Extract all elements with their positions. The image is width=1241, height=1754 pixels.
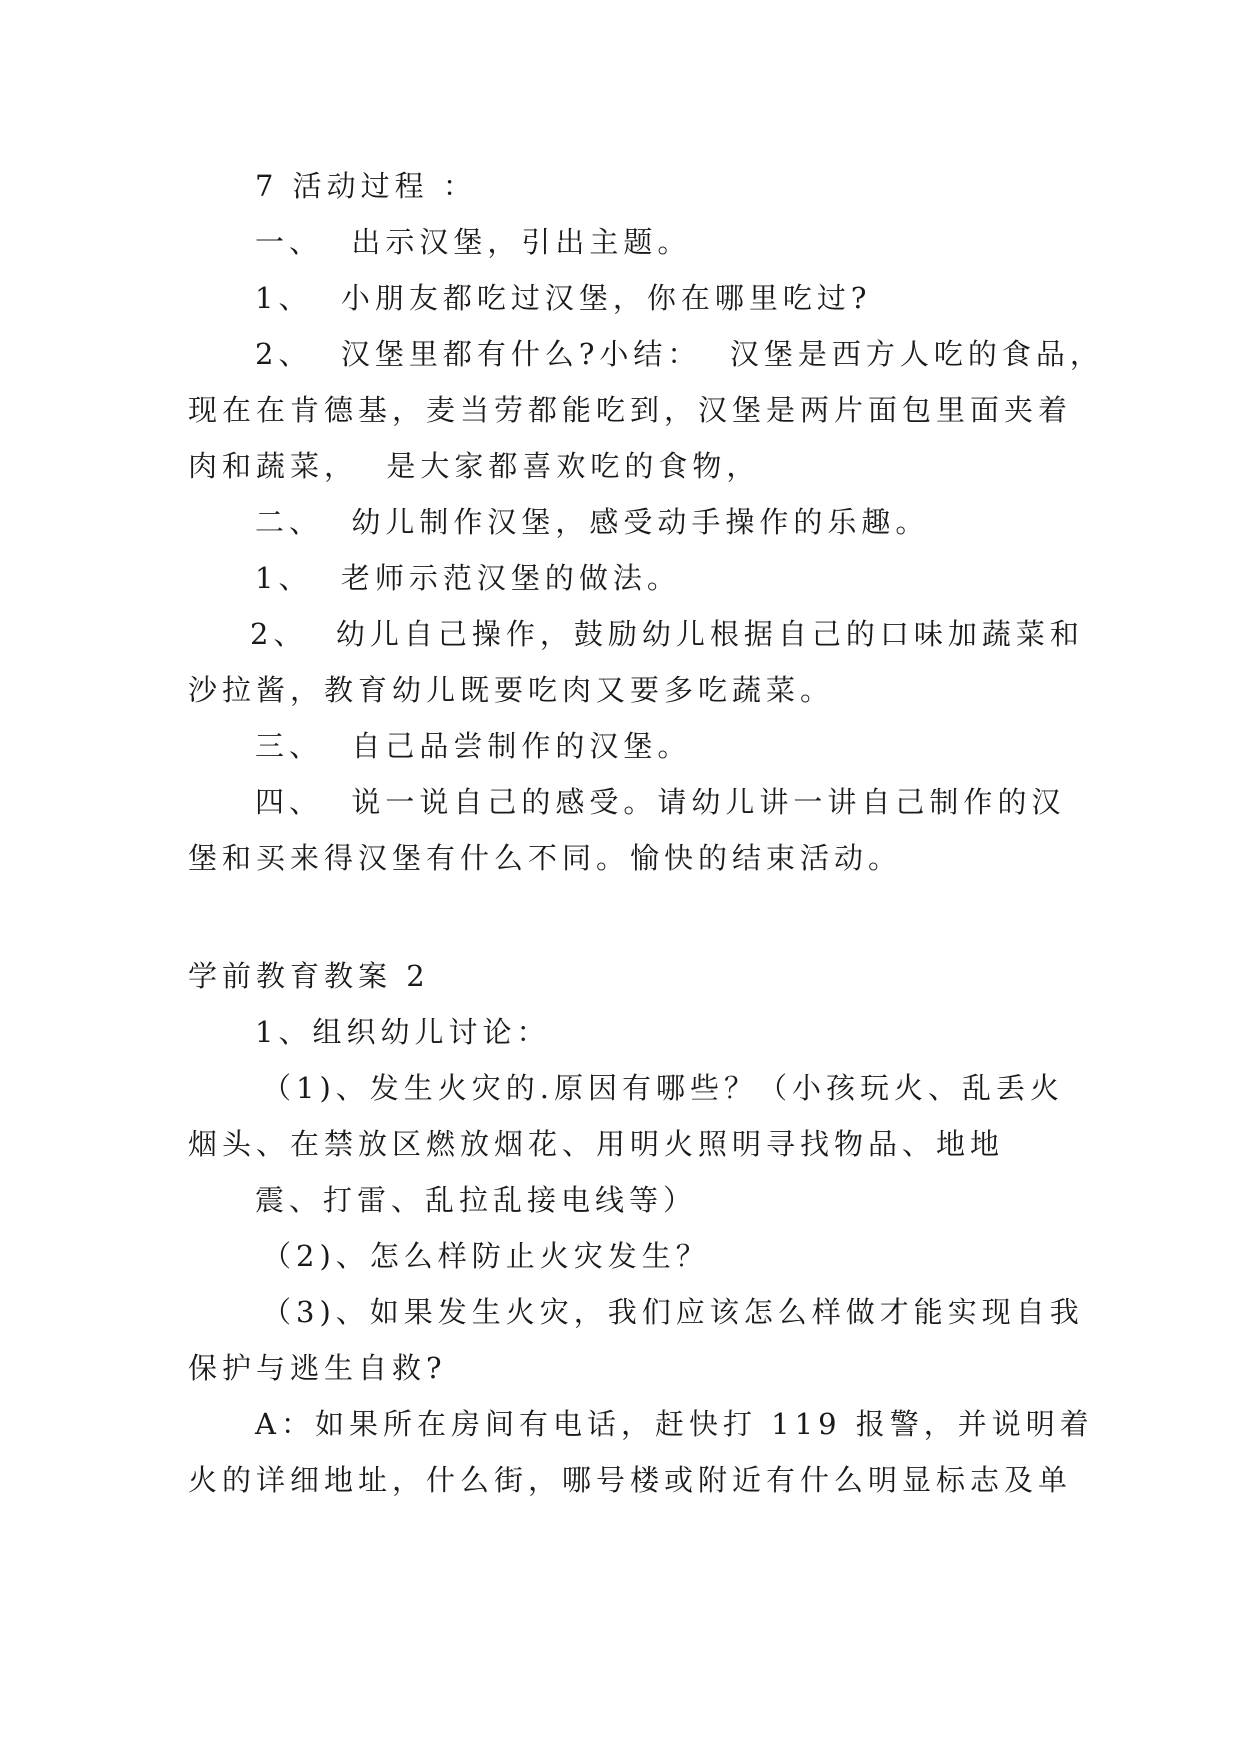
paragraph-question-2-cont-2: 肉和蔬菜， 是大家都喜欢吃的食物， — [188, 449, 761, 483]
document-heading-lesson-plan-2: 学前教育教案 2 — [188, 959, 430, 993]
paragraph-question-fire-causes-cont-2: 震、打雷、乱拉乱接电线等） — [255, 1183, 698, 1217]
paragraph-step-two-item-2-cont: 沙拉酱，教育幼儿既要吃肉又要多吃蔬菜。 — [188, 673, 835, 707]
paragraph-question-self-protection-cont: 保护与逃生自救? — [188, 1351, 447, 1385]
paragraph-step-four-cont: 堡和买来得汉堡有什么不同。愉快的结束活动。 — [188, 841, 903, 875]
section-heading-activity-process: 7 活动过程 ： — [255, 169, 477, 203]
paragraph-question-2-cont-1: 现在在肯德基，麦当劳都能吃到，汉堡是两片面包里面夹着 — [188, 393, 1073, 427]
paragraph-question-fire-causes-cont-1: 烟头、在禁放区燃放烟花、用明火照明寻找物品、地地 — [188, 1127, 1005, 1161]
paragraph-discussion: 1、组织幼儿讨论： — [255, 1015, 551, 1049]
paragraph-step-two: 二、 幼儿制作汉堡，感受动手操作的乐趣。 — [255, 505, 930, 539]
paragraph-step-four: 四、 说一说自己的感受。请幼儿讲一讲自己制作的汉 — [255, 785, 1066, 819]
paragraph-answer-a: A：如果所在房间有电话，赶快打 119 报警，并说明着 — [255, 1407, 1094, 1441]
paragraph-step-two-item-1: 1、 老师示范汉堡的做法。 — [255, 561, 681, 595]
paragraph-question-fire-prevention: （2)、怎么样防止火灾发生？ — [262, 1239, 710, 1273]
paragraph-step-two-item-2: 2、 幼儿自己操作，鼓励幼儿根据自己的口味加蔬菜和 — [250, 617, 1084, 651]
paragraph-step-three: 三、 自己品尝制作的汉堡。 — [255, 729, 692, 763]
paragraph-question-fire-causes: （1)、发生火灾的.原因有哪些？（小孩玩火、乱丢火 — [262, 1071, 1064, 1105]
paragraph-question-self-protection: （3)、如果发生火灾，我们应该怎么样做才能实现自我 — [262, 1295, 1084, 1329]
paragraph-question-1: 1、 小朋友都吃过汉堡，你在哪里吃过? — [255, 281, 872, 315]
paragraph-answer-a-cont: 火的详细地址，什么街，哪号楼或附近有什么明显标志及单 — [188, 1463, 1073, 1497]
paragraph-question-2: 2、 汉堡里都有什么?小结： 汉堡是西方人吃的食品， — [255, 337, 1104, 371]
paragraph-step-one: 一、 出示汉堡，引出主题。 — [255, 225, 692, 259]
